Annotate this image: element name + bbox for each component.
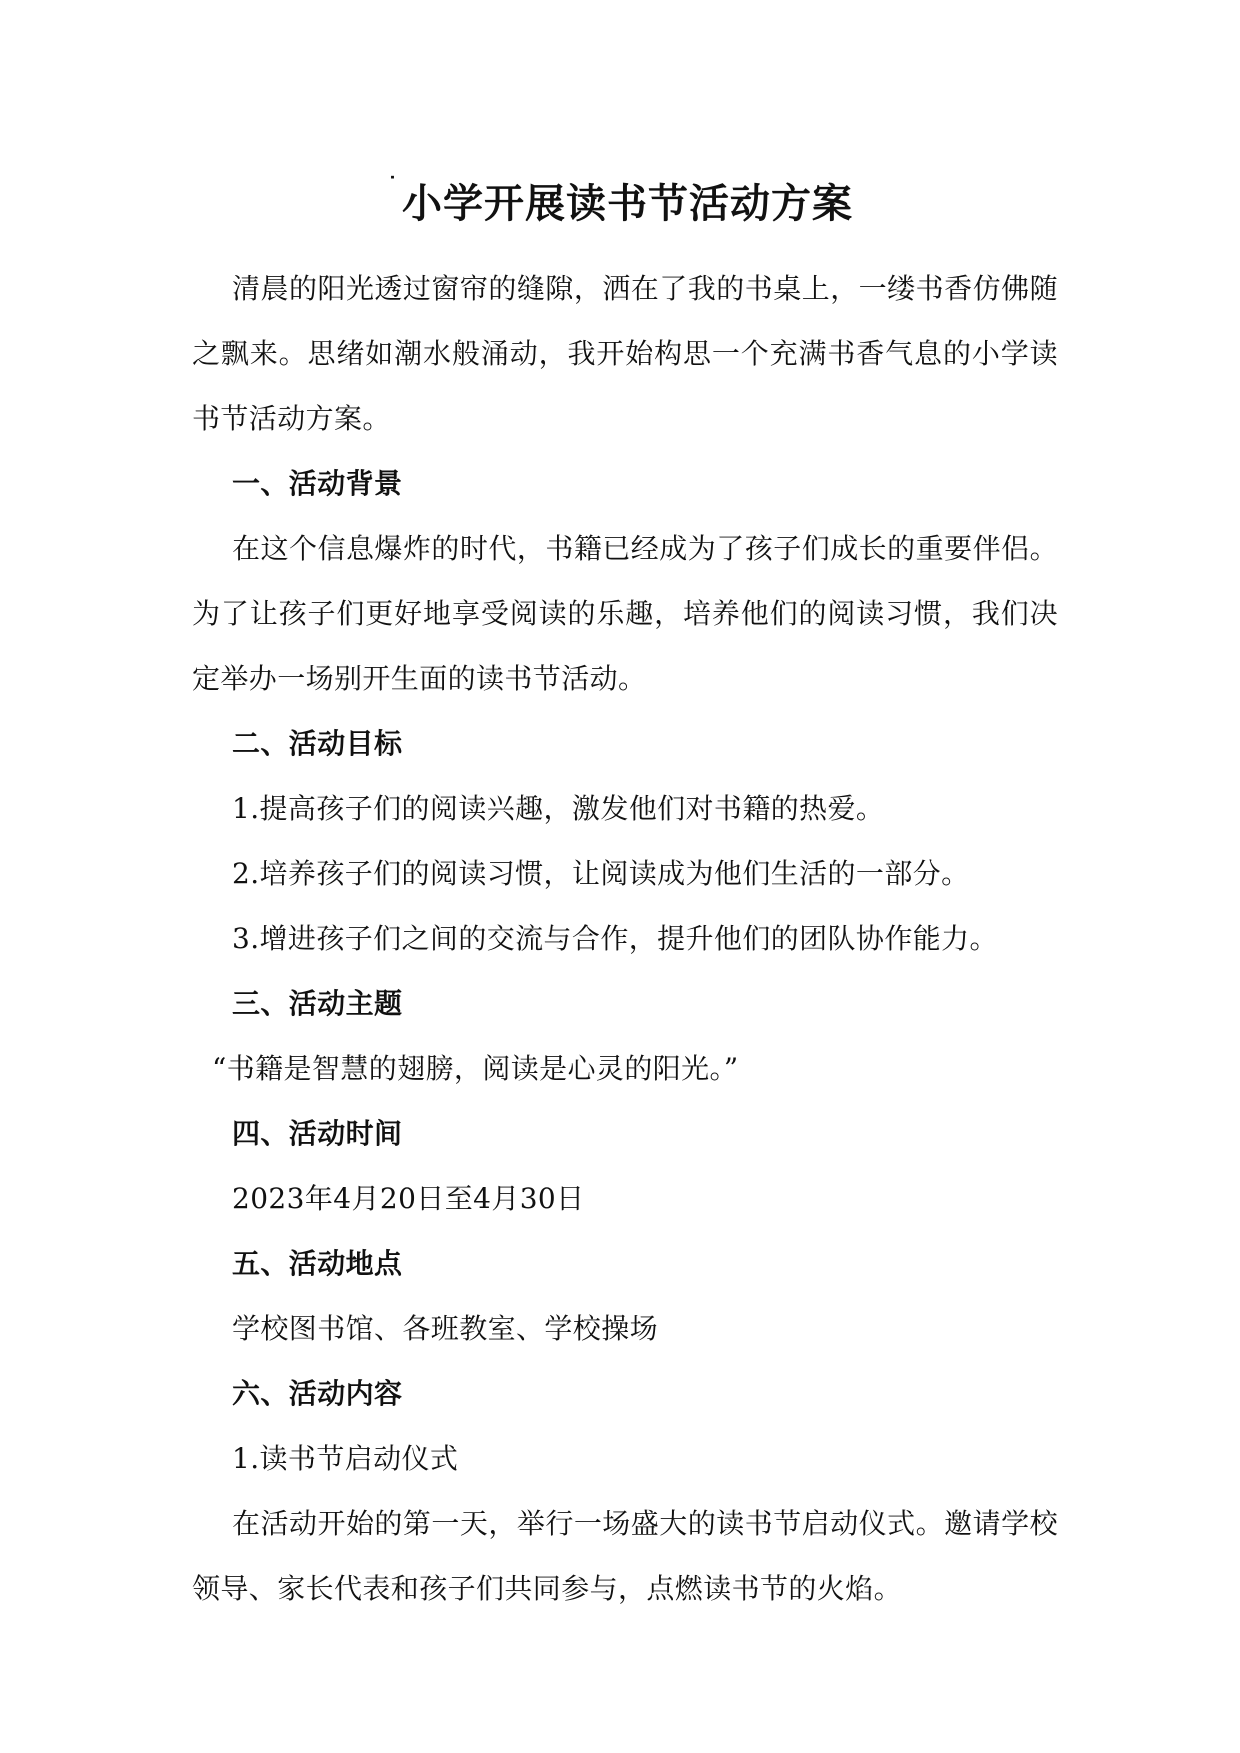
title-block	[0, 176, 1240, 232]
section-heading-theme: 三、活动主题	[232, 987, 403, 1020]
goal-item: 2.培养孩子们的阅读习惯，让阅读成为他们生活的一部分。	[232, 857, 970, 890]
content-paragraph: 在活动开始的第一天，举行一场盛大的读书节启动仪式。邀请学校领导、家长代表和孩子们共同参与，点燃读书节的火焰。	[192, 1507, 1058, 1605]
intro-paragraph: 清晨的阳光透过窗帘的缝隙，洒在了我的书桌上，一缕书香仿佛随之飘来。思绪如潮水般涌动，我开始构思一个充满书香气息的小学读书节活动方案。	[192, 272, 1058, 435]
section-heading-content: 六、活动内容	[232, 1377, 403, 1410]
section-heading-goals: 二、活动目标	[232, 727, 403, 760]
activity-time: 2023年4月20日至4月30日	[232, 1182, 585, 1215]
goal-item: 1.提高孩子们的阅读兴趣，激发他们对书籍的热爱。	[232, 792, 885, 825]
goal-item: 3.增进孩子们之间的交流与合作，提升他们的团队协作能力。	[232, 922, 998, 955]
content-subheading: 1.读书节启动仪式	[232, 1442, 459, 1475]
section-heading-time: 四、活动时间	[232, 1117, 403, 1150]
title-mark: ˙	[387, 174, 398, 199]
page-title: 小学开展读书节活动方案	[402, 181, 853, 227]
activity-location: 学校图书馆、各班教室、学校操场	[232, 1312, 659, 1345]
document-body	[192, 256, 1058, 1621]
section-heading-location: 五、活动地点	[232, 1247, 403, 1280]
background-paragraph: 在这个信息爆炸的时代，书籍已经成为了孩子们成长的重要伴侣。为了让孩子们更好地享受阅读的乐趣，培养他们的阅读习惯，我们决定举办一场别开生面的读书节活动。	[192, 532, 1058, 695]
theme-quote: “书籍是智慧的翅膀，阅读是心灵的阳光。”	[212, 1052, 739, 1085]
section-heading-background: 一、活动背景	[232, 467, 403, 500]
